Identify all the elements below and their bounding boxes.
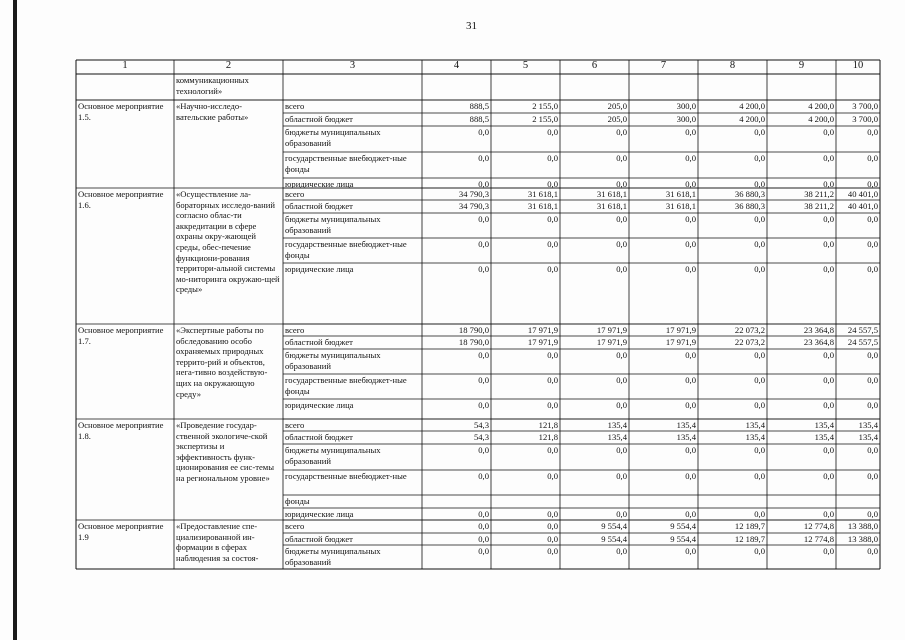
value-cell: 0,0 — [478, 350, 489, 360]
value-cell: 31 618,1 — [527, 201, 558, 211]
value-cell: 4 200,0 — [808, 114, 834, 124]
page-number: 31 — [466, 20, 477, 32]
value-cell: 0,0 — [685, 509, 696, 519]
value-cell: 17 971,9 — [527, 337, 558, 347]
value-cell: 4 200,0 — [739, 101, 765, 111]
source-label: областной бюджет — [285, 201, 353, 211]
value-cell: 31 618,1 — [665, 201, 696, 211]
source-label: областной бюджет — [285, 534, 353, 544]
measure-description: «Предоставление спе-циализированной ин-формации в сферах наблюдения за состоя- — [176, 521, 259, 563]
value-cell: 0,0 — [754, 214, 765, 224]
source-label: всего — [285, 521, 305, 531]
value-cell: 0,0 — [478, 375, 489, 385]
value-cell: 0,0 — [754, 509, 765, 519]
value-cell: 18 790,0 — [458, 325, 489, 335]
value-cell: 0,0 — [685, 350, 696, 360]
value-cell: 12 189,7 — [734, 534, 765, 544]
value-cell: 0,0 — [478, 179, 489, 188]
value-cell: 0,0 — [547, 179, 558, 188]
value-cell: 0,0 — [478, 509, 489, 519]
value-cell: 0,0 — [547, 534, 558, 544]
value-cell: 0,0 — [867, 350, 878, 360]
measure-name: Основное мероприятие 1.9 — [78, 521, 164, 542]
value-cell: 0,0 — [547, 264, 558, 274]
source-label: бюджеты муниципальных образований — [285, 214, 381, 235]
value-cell: 0,0 — [478, 239, 489, 249]
value-cell: 0,0 — [823, 264, 834, 274]
value-cell: 17 971,9 — [527, 325, 558, 335]
value-cell: 12 774,8 — [803, 521, 834, 531]
value-cell: 0,0 — [547, 350, 558, 360]
value-cell: 0,0 — [867, 445, 878, 455]
value-cell: 34 790,3 — [458, 201, 489, 211]
value-cell: 13 388,0 — [847, 534, 878, 544]
value-cell: 54,3 — [473, 432, 489, 442]
value-cell: 0,0 — [685, 264, 696, 274]
value-cell: 0,0 — [478, 445, 489, 455]
value-cell: 135,4 — [814, 420, 834, 430]
value-cell: 4 200,0 — [739, 114, 765, 124]
value-cell: 0,0 — [685, 400, 696, 410]
source-label: юридические лица — [285, 509, 354, 519]
value-cell: 121,8 — [538, 432, 558, 442]
value-cell: 300,0 — [676, 101, 696, 111]
value-cell: 0,0 — [867, 509, 878, 519]
value-cell: 9 554,4 — [601, 534, 627, 544]
value-cell: 0,0 — [616, 179, 627, 188]
value-cell: 17 971,9 — [665, 325, 696, 335]
source-label: бюджеты муниципальных образований — [285, 445, 381, 466]
source-label: всего — [285, 325, 305, 335]
value-cell: 23 364,8 — [803, 337, 834, 347]
value-cell: 0,0 — [547, 400, 558, 410]
value-cell: 0,0 — [685, 153, 696, 163]
value-cell: 0,0 — [867, 239, 878, 249]
value-cell: 0,0 — [685, 127, 696, 137]
value-cell: 0,0 — [754, 471, 765, 481]
value-cell: 36 880,3 — [734, 189, 765, 199]
value-cell: 0,0 — [823, 375, 834, 385]
value-cell: 31 618,1 — [596, 189, 627, 199]
column-header: 8 — [729, 60, 736, 71]
value-cell: 0,0 — [478, 471, 489, 481]
value-cell: 31 618,1 — [665, 189, 696, 199]
value-cell: 0,0 — [616, 546, 627, 556]
value-cell: 0,0 — [685, 239, 696, 249]
value-cell: 0,0 — [547, 239, 558, 249]
value-cell: 0,0 — [867, 546, 878, 556]
source-label: юридические лица — [285, 264, 354, 274]
value-cell: 0,0 — [823, 350, 834, 360]
value-cell: 121,8 — [538, 420, 558, 430]
value-cell: 40 401,0 — [847, 201, 878, 211]
value-cell: 0,0 — [547, 546, 558, 556]
measure-name: Основное мероприятие 1.8. — [78, 420, 164, 441]
column-header: 6 — [591, 60, 598, 71]
value-cell: 38 211,2 — [804, 189, 834, 199]
value-cell: 0,0 — [823, 153, 834, 163]
source-label: областной бюджет — [285, 337, 353, 347]
value-cell: 22 073,2 — [734, 325, 765, 335]
value-cell: 135,4 — [745, 432, 765, 442]
value-cell: 888,5 — [469, 114, 489, 124]
measure-name: Основное мероприятие 1.7. — [78, 325, 164, 346]
value-cell: 135,4 — [676, 432, 696, 442]
column-header: 1 — [122, 60, 128, 71]
value-cell: 0,0 — [547, 127, 558, 137]
value-cell: 0,0 — [478, 214, 489, 224]
value-cell: 31 618,1 — [527, 189, 558, 199]
measure-description: «Экспертные работы по обследованию особо охраняемых природных террито-рий и объектов, нега-тивно воздействую-щих на окружающую среду» — [176, 325, 268, 399]
value-cell: 0,0 — [867, 179, 878, 188]
value-cell: 0,0 — [823, 445, 834, 455]
value-cell: 0,0 — [754, 239, 765, 249]
column-header: 3 — [349, 60, 356, 71]
value-cell: 0,0 — [867, 127, 878, 137]
value-cell: 0,0 — [547, 153, 558, 163]
value-cell: 888,5 — [469, 101, 489, 111]
value-cell: 0,0 — [616, 400, 627, 410]
value-cell: 0,0 — [616, 239, 627, 249]
value-cell: 17 971,9 — [665, 337, 696, 347]
value-cell: 36 880,3 — [734, 201, 765, 211]
value-cell: 0,0 — [616, 153, 627, 163]
value-cell: 135,4 — [745, 420, 765, 430]
value-cell: 0,0 — [685, 471, 696, 481]
value-cell: 135,4 — [607, 432, 627, 442]
value-cell: 0,0 — [867, 153, 878, 163]
value-cell: 22 073,2 — [734, 337, 765, 347]
value-cell: 0,0 — [685, 445, 696, 455]
value-cell: 9 554,4 — [670, 521, 696, 531]
value-cell: 31 618,1 — [596, 201, 627, 211]
value-cell: 135,4 — [858, 420, 878, 430]
value-cell: 0,0 — [754, 375, 765, 385]
column-header: 9 — [798, 60, 805, 71]
value-cell: 0,0 — [823, 400, 834, 410]
value-cell: 24 557,5 — [847, 337, 878, 347]
value-cell: 0,0 — [754, 400, 765, 410]
value-cell: 0,0 — [616, 375, 627, 385]
value-cell: 0,0 — [685, 179, 696, 188]
source-label: государственные внебюджет-ные — [285, 471, 407, 481]
value-cell: 2 155,0 — [532, 101, 558, 111]
column-header: 10 — [852, 60, 864, 71]
value-cell: 0,0 — [823, 546, 834, 556]
value-cell: 38 211,2 — [804, 201, 834, 211]
column-header: 2 — [225, 60, 232, 71]
measure-description: «Научно-исследо-вательские работы» — [176, 101, 249, 122]
value-cell: 17 971,9 — [596, 337, 627, 347]
value-cell: 0,0 — [616, 350, 627, 360]
source-label: государственные внебюджет-ные фонды — [285, 375, 407, 396]
value-cell: 18 790,0 — [458, 337, 489, 347]
value-cell: 0,0 — [754, 445, 765, 455]
measure-name: Основное мероприятие 1.6. — [78, 189, 164, 210]
column-header: 4 — [453, 60, 460, 71]
value-cell: 12 774,8 — [803, 534, 834, 544]
value-cell: 0,0 — [616, 214, 627, 224]
value-cell: 0,0 — [867, 471, 878, 481]
source-label: юридические лица — [285, 400, 354, 410]
value-cell: 12 189,7 — [734, 521, 765, 531]
value-cell: 0,0 — [754, 127, 765, 137]
source-label: областной бюджет — [285, 432, 353, 442]
value-cell: 0,0 — [547, 521, 558, 531]
value-cell: 9 554,4 — [601, 521, 627, 531]
value-cell: 0,0 — [478, 264, 489, 274]
value-cell: 0,0 — [823, 214, 834, 224]
source-label: бюджеты муниципальных образований — [285, 546, 381, 567]
value-cell: 0,0 — [754, 350, 765, 360]
measure-description: «Осуществление ла-бораторных исследо-ваний согласно облас-ти аккредитации в сфере охраны окру-жающей среды, обес-печение функциони-рования территори-альной системы мо-ниторинга окружаю-щей среды» — [176, 189, 280, 295]
source-label: фонды — [285, 496, 310, 506]
value-cell: 0,0 — [547, 509, 558, 519]
value-cell: 0,0 — [616, 445, 627, 455]
value-cell: 54,3 — [473, 420, 489, 430]
value-cell: 135,4 — [607, 420, 627, 430]
measure-description: «Проведение государ-ственной экологиче-ской экспертизы и эффективность функ-ционирования ее сис-темы на региональном уровне» — [176, 420, 274, 483]
value-cell: 0,0 — [478, 521, 489, 531]
value-cell: 0,0 — [547, 214, 558, 224]
value-cell: 0,0 — [754, 264, 765, 274]
value-cell: 4 200,0 — [808, 101, 834, 111]
source-label: всего — [285, 189, 305, 199]
value-cell: 0,0 — [754, 153, 765, 163]
value-cell: 0,0 — [478, 546, 489, 556]
value-cell: 23 364,8 — [803, 325, 834, 335]
value-cell: 0,0 — [823, 239, 834, 249]
value-cell: 0,0 — [685, 546, 696, 556]
value-cell: 24 557,5 — [847, 325, 878, 335]
value-cell: 0,0 — [547, 471, 558, 481]
value-cell: 34 790,3 — [458, 189, 489, 199]
value-cell: 0,0 — [685, 214, 696, 224]
value-cell: 0,0 — [478, 400, 489, 410]
source-label: бюджеты муниципальных образований — [285, 350, 381, 371]
value-cell: 205,0 — [607, 114, 627, 124]
value-cell: 0,0 — [823, 127, 834, 137]
column-header: 5 — [522, 60, 529, 71]
value-cell: 13 388,0 — [847, 521, 878, 531]
value-cell: 0,0 — [867, 264, 878, 274]
source-label: юридические лица — [285, 179, 354, 188]
value-cell: 0,0 — [823, 179, 834, 188]
value-cell: 0,0 — [685, 375, 696, 385]
value-cell: 17 971,9 — [596, 325, 627, 335]
value-cell: 9 554,4 — [670, 534, 696, 544]
value-cell: 0,0 — [478, 153, 489, 163]
value-cell: 0,0 — [867, 375, 878, 385]
value-cell: 135,4 — [676, 420, 696, 430]
value-cell: 135,4 — [814, 432, 834, 442]
value-cell: 0,0 — [754, 546, 765, 556]
value-cell: 135,4 — [858, 432, 878, 442]
value-cell: 0,0 — [478, 127, 489, 137]
source-label: государственные внебюджет-ные фонды — [285, 153, 407, 174]
value-cell: 3 700,0 — [852, 114, 878, 124]
source-label: государственные внебюджет-ные фонды — [285, 239, 407, 260]
value-cell: 205,0 — [607, 101, 627, 111]
value-cell: 0,0 — [867, 214, 878, 224]
value-cell: 2 155,0 — [532, 114, 558, 124]
measure-name: Основное мероприятие 1.5. — [78, 101, 164, 122]
value-cell: 0,0 — [754, 179, 765, 188]
value-cell: 0,0 — [616, 509, 627, 519]
source-label: всего — [285, 420, 305, 430]
value-cell: 0,0 — [616, 127, 627, 137]
column-header: 7 — [660, 60, 667, 71]
value-cell: 0,0 — [547, 375, 558, 385]
value-cell: 300,0 — [676, 114, 696, 124]
value-cell: 0,0 — [867, 400, 878, 410]
value-cell: 0,0 — [823, 471, 834, 481]
value-cell: 3 700,0 — [852, 101, 878, 111]
value-cell: 0,0 — [616, 264, 627, 274]
source-label: бюджеты муниципальных образований — [285, 127, 381, 148]
value-cell: 0,0 — [478, 534, 489, 544]
continuation-text: коммуникационных технологий» — [176, 75, 249, 96]
value-cell: 0,0 — [823, 509, 834, 519]
value-cell: 40 401,0 — [847, 189, 878, 199]
value-cell: 0,0 — [547, 445, 558, 455]
value-cell: 0,0 — [616, 471, 627, 481]
source-label: всего — [285, 101, 305, 111]
source-label: областной бюджет — [285, 114, 353, 124]
